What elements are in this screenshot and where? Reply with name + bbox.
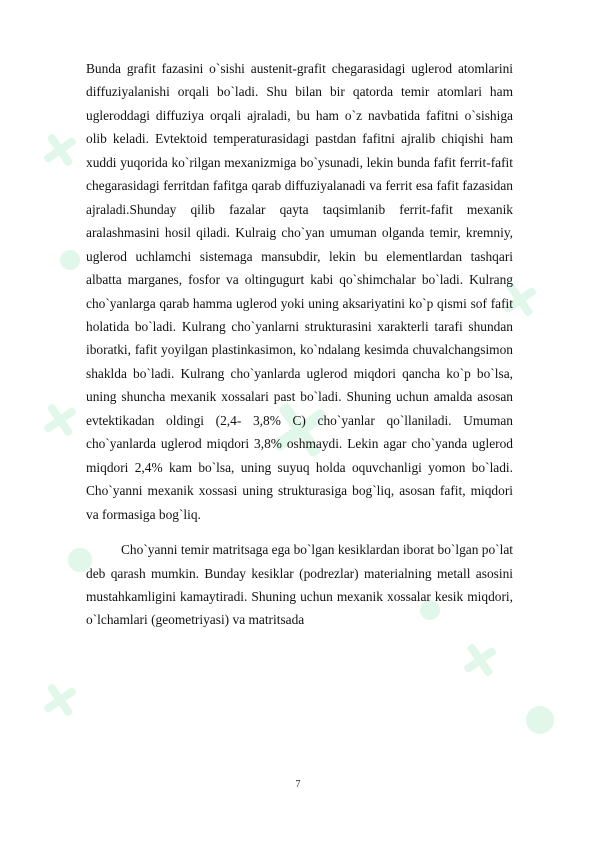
body-text (86, 57, 513, 632)
page-number: 7 (295, 779, 301, 790)
paragraph-1: Bunda grafit fazasini o`sishi austenit-grafit chegarasidagi uglerod atomlarini diffuziyalanishi orqali bo`ladi. Shu bilan bir qatorda temir atomlari ham ugleroddagi diffuziya orqali ajraladi, bu ham o`z navbatida fafitni o`sishiga olib keladi. Evtektoid temperaturasidagi pastdan fafitni ajralib chiqishi ham xuddi yuqorida ko`rilgan mexanizmiga bo`ysunadi, lekin bunda fafit ferrit-fafit chegarasidagi ferritdan fafitga qarab diffuziyalanadi va ferrit esa fafit fazasidan ajraladi.Shunday qilib fazalar qayta taqsimlanib ferrit-fafit mexanik aralashmasini hosil qiladi. Kulraig cho`yan umuman olganda temir, kremniy, uglerod uchlamchi sistemaga mansubdir, lekin bu elementlardan tashqari albatta marganes, fosfor va oltingugurt kabi qo`shimchalar bo`ladi. Kulrang cho`yanlarga qarab hamma uglerod yoki uning aksariyatini ko`p qismi sof fafit holatida bo`ladi. Kulrang cho`yanlarni strukturasini xarakterli tarafi shundan iboratki, fafit yoyilgan plastinkasimon, ko`ndalang kesimda chuvalchangsimon shaklda bo`ladi. Kulrang cho`yanlarda uglerod miqdori qancha ko`p bo`lsa, uning shuncha mexanik xossalari past bo`ladi. Shuning uchun amalda asosan evtektikadan oldingi (2,4- 3,8% C) cho`yanlar qo`llaniladi. Umuman cho`yanlarda uglerod miqdori 3,8% oshmaydi. Lekin agar cho`yanda uglerod miqdori 2,4% kam bo`lsa, uning suyuq holda oquvchanligi yomon bo`ladi. Cho`yanni mexanik xossasi uning strukturasiga bog`liq, asosan fafit, miqdori va formasiga bog`liq. (86, 61, 513, 522)
paragraph-2: Cho`yanni temir matritsaga ega bo`lgan kesiklardan iborat bo`lgan po`lat deb qarash mumkin. Bunday kesiklar (podrezlar) materialning metall asosini mustahkamligini kamaytiradi. Shuning uchun mexanik xossalar kesik miqdori, o`lchamlari (geometriyasi) va matritsada (86, 542, 513, 628)
